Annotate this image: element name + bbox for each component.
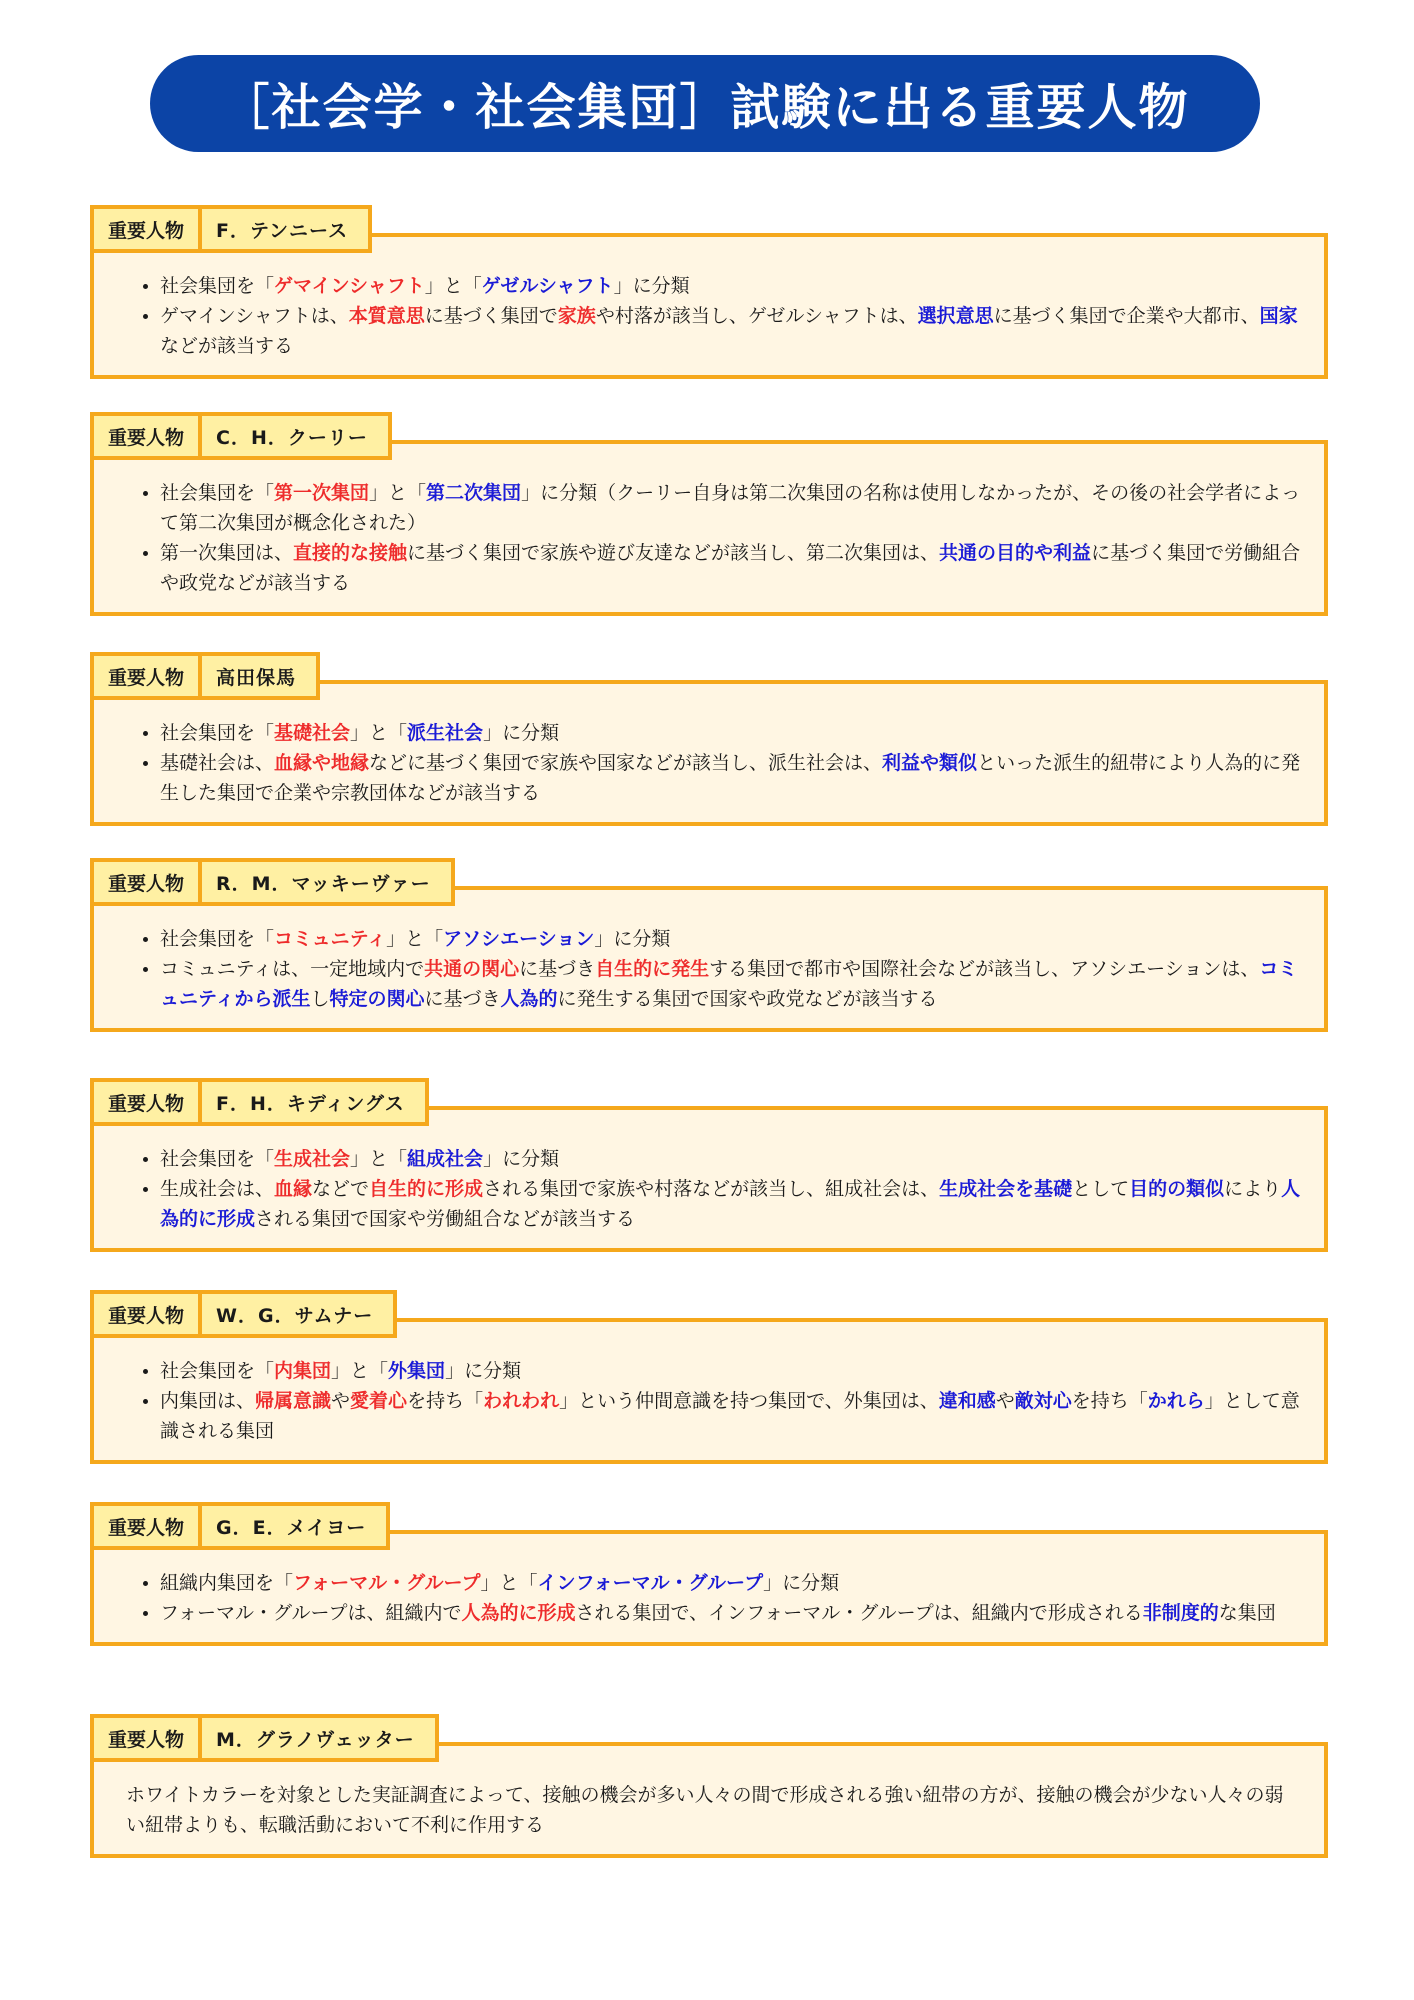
role-label: 重要人物 — [90, 412, 200, 460]
highlight-blue: 人為的に形成 — [160, 1178, 1301, 1230]
person-card-giddings — [90, 1078, 1328, 1252]
highlight-red: 自生的に形成 — [369, 1178, 484, 1200]
person-name: F．H．キディングス — [200, 1078, 429, 1126]
person-name: 高田保馬 — [200, 652, 320, 700]
role-label: 重要人物 — [90, 652, 200, 700]
highlight-red: 家族 — [557, 305, 596, 327]
person-name: W．G．サムナー — [200, 1290, 397, 1338]
card-body — [90, 680, 1328, 826]
bullet-item: • フォーマル・グループは、組織内で人為的に形成される集団で、インフォーマル・グループは、組織内で形成される非制度的な集団 — [160, 1598, 1302, 1628]
person-name: F．テンニース — [200, 205, 372, 253]
bullet-item: • 生成社会は、血縁などで自生的に形成される集団で家族や村落などが該当し、組成社会は、生成社会を基礎として目的の類似により人為的に形成される集団で国家や労働組合などが該当する — [160, 1174, 1302, 1234]
bullet-item: • 基礎社会は、血縁や地縁などに基づく集団で家族や国家などが該当し、派生社会は、利益や類似といった派生的紐帯により人為的に発生した集団で企業や宗教団体などが該当する — [160, 748, 1302, 808]
person-card-sumner — [90, 1290, 1328, 1464]
card-body — [90, 440, 1328, 616]
person-name: C．H．クーリー — [200, 412, 392, 460]
highlight-blue: 第二次集団 — [426, 482, 522, 504]
bullet-item: • コミュニティは、一定地域内で共通の関心に基づき自生的に発生する集団で都市や国際社会などが該当し、アソシエーションは、コミュニティから派生し特定の関心に基づき人為的に発生する集団で国家や政党などが該当する — [160, 954, 1302, 1014]
role-label: 重要人物 — [90, 1290, 200, 1338]
highlight-blue: 組成社会 — [407, 1148, 484, 1170]
card-body — [90, 233, 1328, 379]
bullet-item: • 社会集団を「第一次集団」と「第二次集団」に分類（クーリー自身は第二次集団の名称は使用しなかったが、その後の社会学者によって第二次集団が概念化された） — [160, 478, 1302, 538]
highlight-blue: 違和感 — [938, 1390, 996, 1412]
bullet-item: • 社会集団を「生成社会」と「組成社会」に分類 — [160, 1144, 1302, 1174]
person-card-tonnies — [90, 205, 1328, 379]
person-card-mayo — [90, 1502, 1328, 1646]
person-name: M．グラノヴェッター — [200, 1714, 439, 1762]
highlight-blue: コミュニティから派生 — [160, 958, 1298, 1010]
role-label: 重要人物 — [90, 1502, 200, 1550]
card-body — [90, 886, 1328, 1032]
highlight-red: 共通の関心 — [424, 958, 520, 980]
highlight-red: 本質意思 — [348, 305, 425, 327]
card-body — [90, 1106, 1328, 1252]
page-title: ［社会学・社会集団］試験に出る重要人物 — [150, 55, 1260, 152]
highlight-red: 内集団 — [274, 1360, 332, 1382]
bullet-item: • ゲマインシャフトは、本質意思に基づく集団で家族や村落が該当し、ゲゼルシャフトは、選択意思に基づく集団で企業や大都市、国家などが該当する — [160, 301, 1302, 361]
highlight-blue: かれら — [1147, 1390, 1205, 1412]
highlight-blue: 共通の目的や利益 — [939, 542, 1092, 564]
highlight-red: 第一次集団 — [274, 482, 370, 504]
highlight-red: 人為的に形成 — [461, 1602, 576, 1624]
person-name: R．M．マッキーヴァー — [200, 858, 455, 906]
highlight-red: 自生的に発生 — [595, 958, 710, 980]
role-label: 重要人物 — [90, 205, 200, 253]
person-card-granovetter — [90, 1714, 1328, 1858]
highlight-blue: 選択意思 — [917, 305, 994, 327]
highlight-red: 血縁 — [274, 1178, 313, 1200]
role-label: 重要人物 — [90, 858, 200, 906]
role-label: 重要人物 — [90, 1714, 200, 1762]
highlight-red: 生成社会 — [274, 1148, 351, 1170]
bullet-item: • 組織内集団を「フォーマル・グループ」と「インフォーマル・グループ」に分類 — [160, 1568, 1302, 1598]
highlight-blue: 派生社会 — [407, 722, 484, 744]
highlight-blue: 国家 — [1259, 305, 1298, 327]
highlight-red: コミュニティ — [274, 928, 387, 950]
person-card-maciver — [90, 858, 1328, 1032]
bullet-item: • 社会集団を「コミュニティ」と「アソシエーション」に分類 — [160, 924, 1302, 954]
highlight-red: 直接的な接触 — [293, 542, 408, 564]
person-card-takata — [90, 652, 1328, 826]
highlight-blue: 利益や類似 — [882, 752, 978, 774]
highlight-blue: インフォーマル・グループ — [537, 1572, 764, 1594]
bullet-item: • 内集団は、帰属意識や愛着心を持ち「われわれ」という仲間意識を持つ集団で、外集団は、違和感や敵対心を持ち「かれら」として意識される集団 — [160, 1386, 1302, 1446]
description-text: ホワイトカラーを対象とした実証調査によって、接触の機会が多い人々の間で形成される強い紐帯の方が、接触の機会が少ない人々の弱い紐帯よりも、転職活動において不利に作用する — [126, 1784, 1284, 1836]
highlight-blue: 人為的 — [500, 988, 558, 1010]
bullet-item: • 社会集団を「ゲマインシャフト」と「ゲゼルシャフト」に分類 — [160, 271, 1302, 301]
highlight-red: フォーマル・グループ — [293, 1572, 481, 1594]
person-name: G．E．メイヨー — [200, 1502, 390, 1550]
highlight-blue: 特定の関心 — [329, 988, 425, 1010]
highlight-blue: 生成社会を基礎 — [939, 1178, 1073, 1200]
highlight-red: 基礎社会 — [274, 722, 351, 744]
highlight-red: 愛着心 — [350, 1390, 408, 1412]
highlight-red: 帰属意識 — [255, 1390, 332, 1412]
bullet-item: • 社会集団を「基礎社会」と「派生社会」に分類 — [160, 718, 1302, 748]
role-label: 重要人物 — [90, 1078, 200, 1126]
bullet-item: • 第一次集団は、直接的な接触に基づく集団で家族や遊び友達などが該当し、第二次集団は、共通の目的や利益に基づく集団で労働組合や政党などが該当する — [160, 538, 1302, 598]
highlight-red: われわれ — [483, 1390, 560, 1412]
highlight-blue: アソシエーション — [443, 928, 595, 950]
highlight-blue: ゲゼルシャフト — [481, 275, 614, 297]
highlight-blue: 非制度的 — [1142, 1602, 1219, 1624]
card-body — [90, 1318, 1328, 1464]
person-card-cooley — [90, 412, 1328, 616]
highlight-red: ゲマインシャフト — [274, 275, 425, 297]
highlight-blue: 外集団 — [388, 1360, 446, 1382]
bullet-item: • 社会集団を「内集団」と「外集団」に分類 — [160, 1356, 1302, 1386]
highlight-blue: 目的の類似 — [1129, 1178, 1225, 1200]
highlight-red: 血縁や地縁 — [274, 752, 370, 774]
highlight-blue: 敵対心 — [1014, 1390, 1072, 1412]
